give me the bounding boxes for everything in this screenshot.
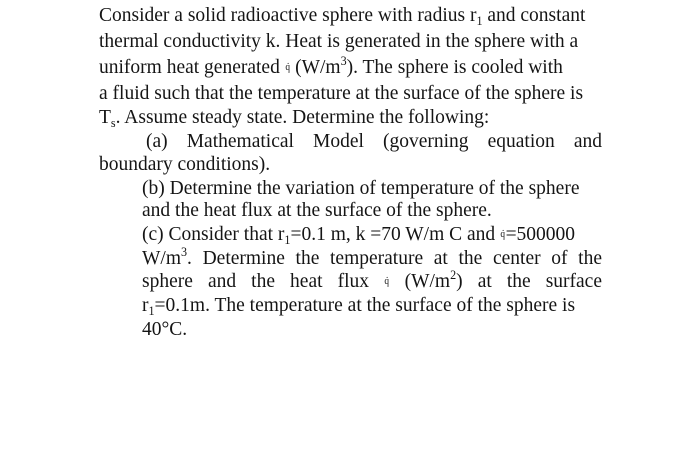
part-c-text: =0.1 m, k =70 W/m C and xyxy=(290,224,501,245)
part-c-text: sphere and the heat flux xyxy=(142,271,385,292)
part-c-text: (c) Consider that xyxy=(142,224,278,245)
radius-subscript: 1 xyxy=(284,233,291,248)
problem-line-1 xyxy=(99,4,585,28)
heat-flux-symbol: q̇ xyxy=(384,275,390,287)
unit-text: (W/m xyxy=(295,57,341,78)
heat-generation-symbol: q̇ xyxy=(285,61,290,73)
text-segment: thermal conductivity k. Heat is generated in the sphere with a xyxy=(99,31,579,52)
problem-line-2 xyxy=(99,30,578,54)
radius-subscript: 1 xyxy=(148,304,155,319)
part-c-text: 40°C. xyxy=(142,319,188,340)
part-b-line-1 xyxy=(142,177,579,201)
part-c-text: ) at the surface xyxy=(456,271,602,292)
unit-exponent: 2 xyxy=(450,268,457,283)
part-b-line-2 xyxy=(142,199,492,223)
part-c-text: . Determine the temperature at the center of the xyxy=(187,248,602,269)
problem-line-5 xyxy=(99,106,489,130)
problem-line-4 xyxy=(99,82,583,106)
part-b-text: and the heat flux at the surface of the sphere. xyxy=(142,200,492,221)
radius-subscript: 1 xyxy=(476,14,483,29)
part-a-line-2 xyxy=(99,153,270,177)
part-c-line-4 xyxy=(142,294,575,318)
part-a-text: boundary conditions). xyxy=(99,154,271,175)
text-segment: . Assume steady state. Determine the following: xyxy=(115,107,490,128)
text-segment: and constant xyxy=(482,5,586,26)
heat-generation-symbol: q̇ xyxy=(500,228,506,240)
radius-symbol: r xyxy=(469,5,477,26)
surface-temp-symbol: T xyxy=(99,107,111,128)
text-segment: uniform heat generated xyxy=(99,57,285,78)
part-c-text: (W/m xyxy=(404,271,451,292)
part-a-line-1 xyxy=(146,130,602,154)
text-segment: . The sphere is cooled with xyxy=(353,57,563,78)
part-c-text: =500000 xyxy=(505,224,576,245)
part-c-line-1 xyxy=(142,223,575,247)
part-c-text: W/m xyxy=(142,248,181,269)
text-segment: a fluid such that the temperature at the surface of the sphere is xyxy=(99,83,584,104)
unit-text: ) xyxy=(346,57,354,78)
unit-exponent: 3 xyxy=(181,245,188,260)
part-c-line-3 xyxy=(142,270,602,294)
unit-exponent: 3 xyxy=(340,54,347,69)
part-a-text: (a) Mathematical Model (governing equation and xyxy=(146,131,602,152)
radius-symbol: r xyxy=(277,224,285,245)
surface-temp-subscript: s xyxy=(110,116,116,131)
part-c-text: =0.1m. The temperature at the surface of the sphere is xyxy=(154,295,576,316)
part-c-line-2 xyxy=(142,247,602,271)
part-c-line-5 xyxy=(142,318,187,342)
problem-line-3 xyxy=(99,56,563,80)
text-segment: Consider a solid radioactive sphere with radius xyxy=(99,5,470,26)
part-b-text: (b) Determine the variation of temperature of the sphere xyxy=(142,178,580,199)
radius-symbol: r xyxy=(142,295,149,316)
